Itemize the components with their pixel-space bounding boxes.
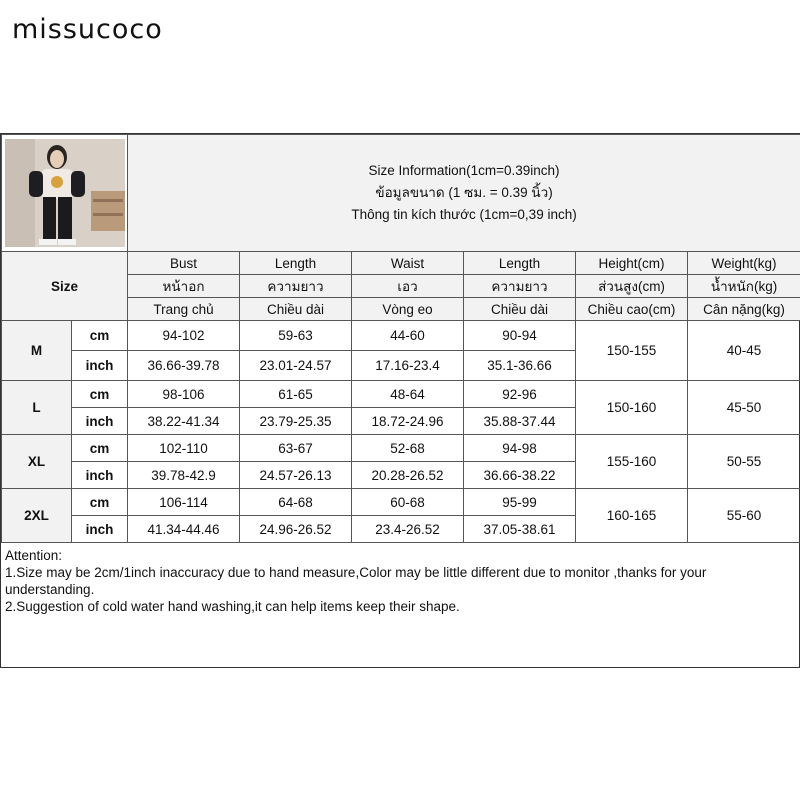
col-header-en: Length bbox=[464, 252, 576, 275]
col-header-th: เอว bbox=[352, 275, 464, 298]
size-label-xl: XL bbox=[2, 435, 72, 489]
table-cell: 39.78-42.9 bbox=[128, 462, 240, 489]
notes-line-2: 2.Suggestion of cold water hand washing,it can help items keep their shape. bbox=[5, 599, 460, 614]
weight-cell: 40-45 bbox=[688, 321, 800, 381]
height-cell: 160-165 bbox=[576, 489, 688, 543]
unit-inch: inch bbox=[72, 408, 128, 435]
table-cell: 23.01-24.57 bbox=[240, 351, 352, 381]
table-cell: 24.96-26.52 bbox=[240, 516, 352, 543]
unit-inch: inch bbox=[72, 351, 128, 381]
table-cell: 17.16-23.4 bbox=[352, 351, 464, 381]
table-cell: 44-60 bbox=[352, 321, 464, 351]
size-header: Size bbox=[2, 252, 128, 321]
table-cell: 61-65 bbox=[240, 381, 352, 408]
table-cell: 94-98 bbox=[464, 435, 576, 462]
title-english: Size Information(1cm=0.39inch) bbox=[368, 163, 560, 178]
height-cell: 150-160 bbox=[576, 381, 688, 435]
weight-cell: 50-55 bbox=[688, 435, 800, 489]
table-cell: 48-64 bbox=[352, 381, 464, 408]
size-chart bbox=[0, 133, 800, 668]
unit-inch: inch bbox=[72, 516, 128, 543]
notes-line-1: 1.Size may be 2cm/1inch inaccuracy due to hand measure,Color may be little different due to monitor ,thanks for your understanding. bbox=[5, 565, 707, 597]
unit-cm: cm bbox=[72, 435, 128, 462]
weight-cell: 45-50 bbox=[688, 381, 800, 435]
table-cell: 59-63 bbox=[240, 321, 352, 351]
table-cell: 60-68 bbox=[352, 489, 464, 516]
unit-cm: cm bbox=[72, 381, 128, 408]
table-cell: 95-99 bbox=[464, 489, 576, 516]
unit-cm: cm bbox=[72, 489, 128, 516]
model-illustration bbox=[5, 139, 125, 247]
size-label-m: M bbox=[2, 321, 72, 381]
col-header-vi: Cân nặng(kg) bbox=[688, 298, 800, 321]
table-cell: 41.34-44.46 bbox=[128, 516, 240, 543]
table-cell: 18.72-24.96 bbox=[352, 408, 464, 435]
col-header-vi: Vòng eo bbox=[352, 298, 464, 321]
table-cell: 35.1-36.66 bbox=[464, 351, 576, 381]
table-cell: 92-96 bbox=[464, 381, 576, 408]
col-header-th: ความยาว bbox=[464, 275, 576, 298]
col-header-th: หน้าอก bbox=[128, 275, 240, 298]
size-table bbox=[1, 134, 800, 543]
unit-inch: inch bbox=[72, 462, 128, 489]
title-thai: ข้อมูลขนาด (1 ซม. = 0.39 นิ้ว) bbox=[375, 185, 553, 200]
table-cell: 98-106 bbox=[128, 381, 240, 408]
col-header-vi: Chiều cao(cm) bbox=[576, 298, 688, 321]
table-cell: 94-102 bbox=[128, 321, 240, 351]
table-cell: 36.66-38.22 bbox=[464, 462, 576, 489]
size-label-2xl: 2XL bbox=[2, 489, 72, 543]
brand-logo: missucoco bbox=[12, 14, 163, 45]
notes-heading: Attention: bbox=[5, 548, 63, 563]
title-block bbox=[128, 135, 800, 252]
table-cell: 20.28-26.52 bbox=[352, 462, 464, 489]
table-cell: 37.05-38.61 bbox=[464, 516, 576, 543]
table-cell: 35.88-37.44 bbox=[464, 408, 576, 435]
col-header-th: น้ำหนัก(kg) bbox=[688, 275, 800, 298]
table-cell: 102-110 bbox=[128, 435, 240, 462]
col-header-en: Height(cm) bbox=[576, 252, 688, 275]
table-cell: 52-68 bbox=[352, 435, 464, 462]
table-cell: 23.79-25.35 bbox=[240, 408, 352, 435]
col-header-th: ส่วนสูง(cm) bbox=[576, 275, 688, 298]
col-header-vi: Chiều dài bbox=[240, 298, 352, 321]
weight-cell: 55-60 bbox=[688, 489, 800, 543]
col-header-en: Length bbox=[240, 252, 352, 275]
col-header-en: Bust bbox=[128, 252, 240, 275]
table-cell: 38.22-41.34 bbox=[128, 408, 240, 435]
height-cell: 150-155 bbox=[576, 321, 688, 381]
col-header-vi: Chiều dài bbox=[464, 298, 576, 321]
unit-cm: cm bbox=[72, 321, 128, 351]
attention-notes bbox=[5, 547, 785, 615]
table-cell: 36.66-39.78 bbox=[128, 351, 240, 381]
product-photo-cell bbox=[2, 135, 128, 252]
table-cell: 106-114 bbox=[128, 489, 240, 516]
table-cell: 63-67 bbox=[240, 435, 352, 462]
height-cell: 155-160 bbox=[576, 435, 688, 489]
title-vietnamese: Thông tin kích thước (1cm=0,39 inch) bbox=[351, 207, 577, 222]
col-header-en: Waist bbox=[352, 252, 464, 275]
col-header-th: ความยาว bbox=[240, 275, 352, 298]
table-cell: 23.4-26.52 bbox=[352, 516, 464, 543]
size-label-l: L bbox=[2, 381, 72, 435]
product-photo bbox=[5, 139, 125, 247]
table-cell: 64-68 bbox=[240, 489, 352, 516]
col-header-vi: Trang chủ bbox=[128, 298, 240, 321]
table-cell: 24.57-26.13 bbox=[240, 462, 352, 489]
col-header-en: Weight(kg) bbox=[688, 252, 800, 275]
table-cell: 90-94 bbox=[464, 321, 576, 351]
